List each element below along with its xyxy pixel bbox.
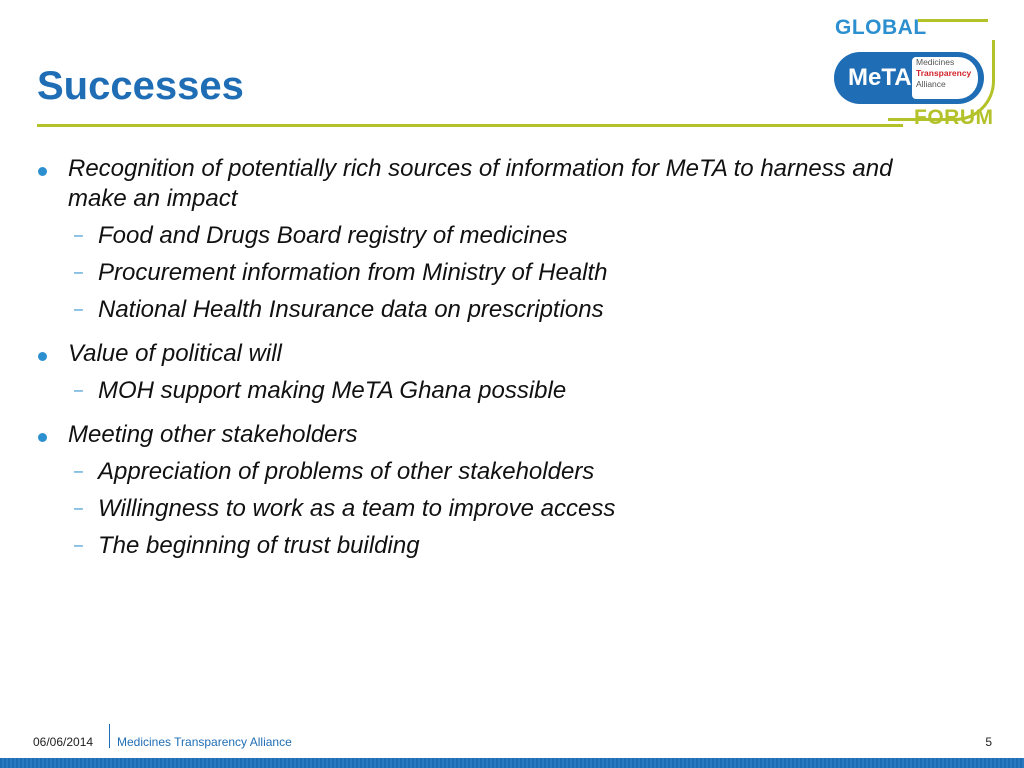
- sub-bullet-item: [33, 457, 913, 487]
- footer-date: 06/06/2014: [33, 735, 94, 749]
- dash-icon: –: [74, 301, 83, 318]
- sub-bullet-text: Procurement information from Ministry of Health: [98, 259, 608, 286]
- bullet-list: [33, 154, 913, 561]
- logo-global-text: GLOBAL: [835, 16, 927, 39]
- bullet-text: Value of political will: [68, 340, 282, 367]
- logo-line-alliance: Alliance: [916, 79, 946, 89]
- sub-bullet-text: National Health Insurance data on prescriptions: [98, 296, 604, 323]
- page-number: 5: [985, 735, 992, 749]
- sub-bullet-item: [33, 376, 913, 406]
- bullet-text: Meeting other stakeholders: [68, 421, 358, 448]
- footer-divider: [109, 724, 110, 748]
- dash-icon: –: [74, 463, 83, 480]
- logo-line-medicines: Medicines: [916, 57, 955, 67]
- sub-bullet-text: Food and Drugs Board registry of medicines: [98, 222, 568, 249]
- sub-bullet-item: [33, 531, 913, 561]
- sub-bullet-text: The beginning of trust building: [98, 532, 420, 559]
- slide-title: Successes: [37, 64, 244, 108]
- bullet-dot-icon: [38, 167, 47, 176]
- sub-bullet-text: Appreciation of problems of other stakeholders: [98, 458, 595, 485]
- logo-meta-text: MeTA: [848, 64, 912, 91]
- dash-icon: –: [74, 264, 83, 281]
- logo-line-transparency: Transparency: [916, 68, 972, 78]
- dash-icon: –: [74, 382, 83, 399]
- sub-bullet-item: [33, 295, 913, 325]
- bullet-item: [33, 339, 913, 369]
- logo-text-box: [912, 57, 978, 99]
- global-meta-forum-logo: [828, 12, 992, 130]
- sub-bullet-text: Willingness to work as a team to improve access: [98, 495, 616, 522]
- dash-icon: –: [74, 500, 83, 517]
- bullet-text: Recognition of potentially rich sources of information for MeTA to harness and make an impact: [68, 155, 893, 212]
- logo-pill: [834, 52, 984, 104]
- bullet-item: [33, 420, 913, 450]
- sub-bullet-item: [33, 221, 913, 251]
- sub-bullet-text: MOH support making MeTA Ghana possible: [98, 377, 567, 404]
- dash-icon: –: [74, 227, 83, 244]
- bullet-item: [33, 154, 913, 214]
- footer-bar: [0, 758, 1024, 768]
- sub-bullet-item: [33, 494, 913, 524]
- logo-accent-line: [918, 19, 988, 22]
- bullet-dot-icon: [38, 433, 47, 442]
- bullet-dot-icon: [38, 352, 47, 361]
- footer-organization: Medicines Transparency Alliance: [117, 735, 292, 749]
- dash-icon: –: [74, 537, 83, 554]
- title-underline: [37, 124, 903, 127]
- logo-forum-text: FORUM: [914, 106, 994, 129]
- sub-bullet-item: [33, 258, 913, 288]
